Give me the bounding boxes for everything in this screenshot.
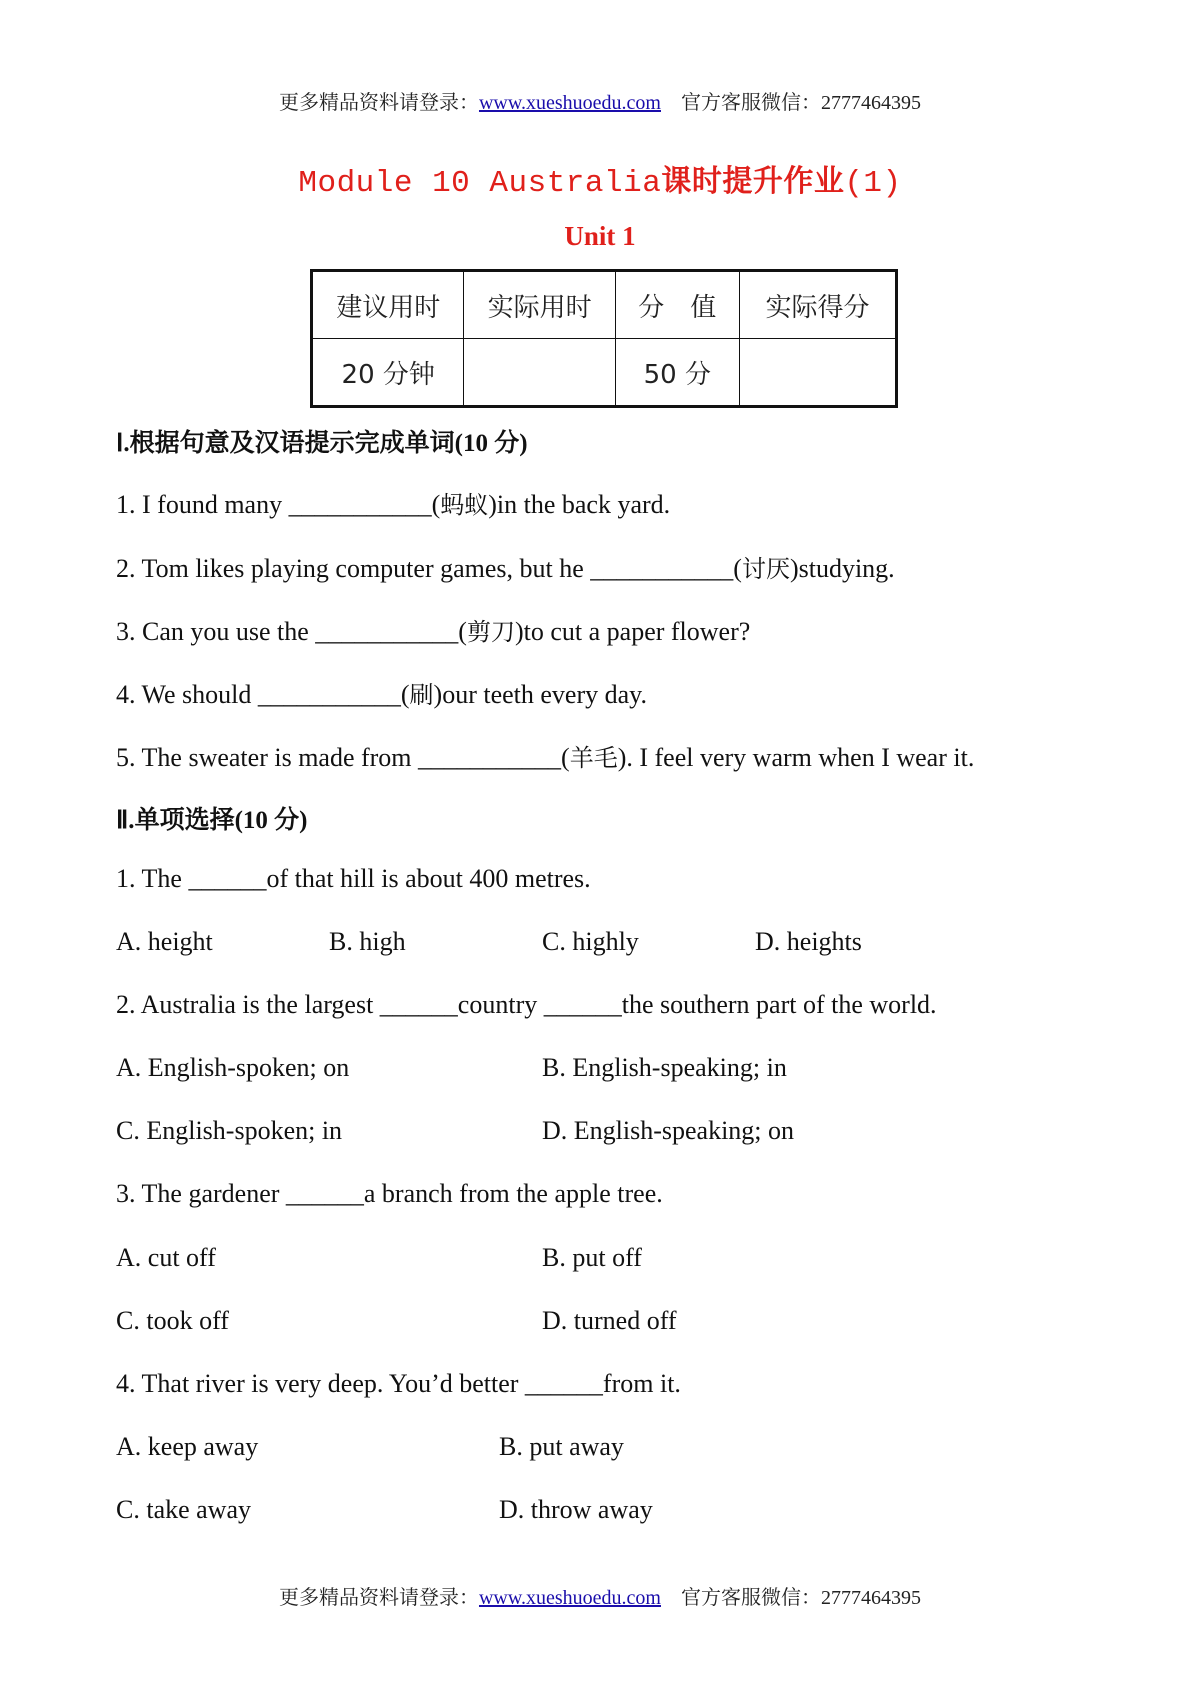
answer-option: B. high [329, 927, 406, 956]
score-value-cell: 50 分 [615, 339, 739, 407]
score-header-cell: 实际得分 [739, 271, 896, 339]
question-stem: 3. The gardener ______a branch from the apple tree. [116, 1179, 663, 1208]
title-zh: 课时提升作业 [661, 164, 845, 199]
score-value-cell: 20 分钟 [312, 339, 464, 407]
section-2-score: (10 分) [234, 807, 308, 834]
page-footer [0, 1581, 1200, 1610]
score-value-cell [739, 339, 896, 407]
answer-option: D. heights [755, 927, 862, 956]
footer-contact: 官方客服微信：2777464395 [681, 1587, 921, 1609]
item-hint: 刷 [409, 681, 434, 709]
section-1-title: 根据句意及汉语提示完成单词 [129, 428, 455, 457]
answer-option: A. keep away [116, 1432, 259, 1461]
header-contact: 官方客服微信：2777464395 [681, 92, 921, 114]
title-suffix: (1) [844, 166, 902, 201]
answer-option: C. English-spoken; in [116, 1116, 343, 1145]
unit-title: Unit 1 [564, 221, 636, 251]
answer-option: B. put off [542, 1243, 642, 1272]
item-text: 2. Tom likes playing computer games, but he ___________( [116, 554, 742, 583]
question-stem: 4. That river is very deep. You’d better ______from it. [116, 1369, 681, 1398]
score-header-cell: 分 值 [615, 271, 739, 339]
item-hint: 讨厌 [741, 555, 790, 583]
score-table-value-row [312, 339, 897, 407]
score-header-cell: 建议用时 [312, 271, 464, 339]
section-2-title: 单项选择 [134, 805, 235, 834]
item-text: 5. The sweater is made from ___________( [116, 743, 570, 772]
section-2-heading [116, 800, 307, 836]
fill-in-item [116, 738, 974, 773]
score-table [310, 269, 898, 408]
section-1-heading [116, 423, 528, 459]
item-text: )studying. [789, 554, 895, 583]
score-header-cell: 实际用时 [464, 271, 615, 339]
item-text: 1. I found many ___________( [116, 490, 441, 519]
item-hint: 蚂蚁 [440, 491, 489, 519]
section-1-score: (10 分) [454, 430, 528, 457]
answer-option: D. turned off [542, 1306, 677, 1335]
section-2-roman: Ⅱ. [116, 807, 135, 834]
answer-option: D. throw away [499, 1495, 653, 1524]
answer-option: A. cut off [116, 1243, 216, 1272]
answer-option: C. took off [116, 1306, 229, 1335]
item-text: ). I feel very warm when I wear it. [617, 743, 975, 772]
fill-in-item [116, 675, 647, 710]
question-stem: 1. The ______of that hill is about 400 metres. [116, 864, 591, 893]
score-value-cell [464, 339, 615, 407]
header-link[interactable]: www.xueshuoedu.com [478, 92, 661, 114]
item-text: )to cut a paper flower? [514, 617, 751, 646]
answer-option: B. English-speaking; in [542, 1053, 787, 1082]
header-prefix: 更多精品资料请登录： [278, 92, 479, 114]
title-en: Module 10 Australia [298, 166, 662, 201]
document-title [0, 156, 1200, 201]
footer-link[interactable]: www.xueshuoedu.com [478, 1587, 661, 1609]
answer-option: A. height [116, 927, 213, 956]
answer-option: D. English-speaking; on [542, 1116, 795, 1145]
item-hint: 剪刀 [466, 618, 515, 646]
item-hint: 羊毛 [569, 744, 618, 772]
page-header [0, 86, 1200, 115]
answer-option: A. English-spoken; on [116, 1053, 350, 1082]
fill-in-item [116, 485, 670, 520]
item-text: )in the back yard. [488, 490, 671, 519]
fill-in-item [116, 549, 895, 584]
section-1-roman: Ⅰ. [116, 430, 130, 457]
fill-in-item [116, 612, 750, 647]
answer-option: B. put away [499, 1432, 624, 1461]
footer-prefix: 更多精品资料请登录： [278, 1587, 479, 1609]
item-text: )our teeth every day. [433, 680, 647, 709]
score-table-header-row [312, 271, 897, 339]
answer-option: C. highly [542, 927, 639, 956]
answer-option: C. take away [116, 1495, 252, 1524]
item-text: 3. Can you use the ___________( [116, 617, 467, 646]
item-text: 4. We should ___________( [116, 680, 410, 709]
question-stem: 2. Australia is the largest ______country ______the southern part of the world. [116, 990, 937, 1019]
